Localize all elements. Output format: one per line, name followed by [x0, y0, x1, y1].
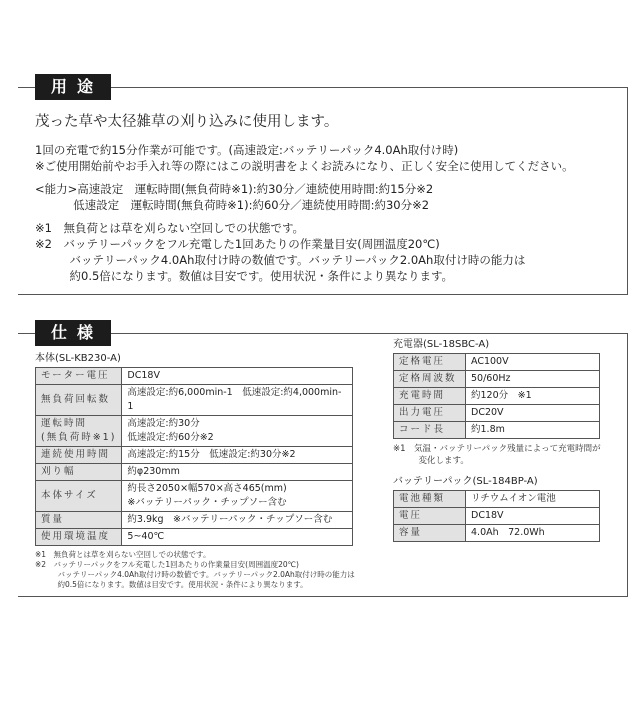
usage-line: ※ご使用開始前やお手入れ等の際にはこの説明書をよくお読みになり、正しく安全に使用してください。 [35, 159, 574, 173]
body-note: ※2 バッテリーパックをフル充電した1回あたりの作業量目安(周囲温度20℃) [35, 560, 299, 569]
spec-value: 高速設定:約15分 低速設定:約30分※2 [122, 447, 353, 464]
spec-value: 高速設定:約6,000min-1 低速設定:約4,000min-1 [122, 385, 353, 416]
body-note: バッテリーパック4.0Ah取付け時の数値です。バッテリーパック2.0Ah取付け時の能力は [35, 570, 355, 579]
body-spec-column [35, 348, 365, 590]
usage-note: バッテリーパック4.0Ah取付け時の数値です。バッテリーパック2.0Ah取付け時の能力は [35, 253, 526, 267]
charger-spec-table [393, 353, 600, 439]
value-line: ※バッテリーパック・チップソー含む [127, 497, 287, 508]
usage-note: 約0.5倍になります。数値は目安です。使用状況・条件により異なります。 [35, 269, 454, 283]
spec-value: 4.0Ah 72.0Wh [466, 525, 600, 542]
charger-note: ※1 気温・バッテリーパック残量によって充電時間が [393, 444, 601, 454]
spec-key: 定格電圧 [394, 354, 466, 371]
spec-key: 無負荷回転数 [36, 385, 122, 416]
spec-value: DC20V [466, 405, 600, 422]
body-note: 約0.5倍になります。数値は目安です。使用状況・条件により異なります。 [35, 580, 308, 589]
spec-key: 電圧 [394, 508, 466, 525]
spec-key: 使用環境温度 [36, 529, 122, 546]
charger-label: 充電器(SL-18SBC-A) [393, 339, 490, 350]
usage-line: 1回の充電で約15分作業が可能です。(高速設定:バッテリーパック4.0Ah取付け時) [35, 143, 459, 157]
key-line: 運転時間 [41, 418, 88, 429]
spec-value: 5~40℃ [122, 529, 353, 546]
spec-value: 約φ230mm [122, 464, 353, 481]
charger-note: 変化します。 [393, 456, 469, 466]
spec-key: 充電時間 [394, 388, 466, 405]
spec-key: 刈り幅 [36, 464, 122, 481]
charger-notes [393, 443, 608, 467]
value-line: 高速設定:約30分 [127, 418, 200, 429]
value-line: 約長さ2050×幅570×高さ465(mm) [127, 483, 287, 494]
spec-key: 電池種類 [394, 491, 466, 508]
spec-key: コード長 [394, 422, 466, 439]
ability-line: 低速設定 運転時間(無負荷時※1):約60分／連続使用時間:約30分※2 [35, 198, 430, 212]
spec-value: 約3.9kg ※バッテリーパック・チップソー含む [122, 512, 353, 529]
battery-spec-table [393, 490, 600, 542]
spec-value: 50/60Hz [466, 371, 600, 388]
spec-key: 容量 [394, 525, 466, 542]
spec-key: 質量 [36, 512, 122, 529]
spec-value: AC100V [466, 354, 600, 371]
spec-key: 本体サイズ [36, 481, 122, 512]
accessory-spec-column [393, 338, 608, 546]
battery-label: バッテリーパック(SL-184BP-A) [393, 476, 538, 487]
usage-lead: 茂った草や太径雑草の刈り込みに使用します。 [35, 114, 339, 130]
usage-note: ※2 バッテリーパックをフル充電した1回あたりの作業量目安(周囲温度20℃) [35, 237, 440, 251]
spec-key [36, 416, 122, 447]
spec-value: 約1.8m [466, 422, 600, 439]
value-line: 低速設定:約60分※2 [127, 432, 214, 443]
spec-value [122, 416, 353, 447]
key-line: (無負荷時※1) [41, 432, 117, 443]
usage-heading: 用途 [35, 74, 111, 100]
ability-line: <能力>高速設定 運転時間(無負荷時※1):約30分／連続使用時間:約15分※2 [35, 182, 434, 196]
spec-value: DC18V [466, 508, 600, 525]
spec-key: 出力電圧 [394, 405, 466, 422]
body-label: 本体(SL-KB230-A) [35, 353, 121, 364]
spec-key: モーター電圧 [36, 368, 122, 385]
spec-value [122, 481, 353, 512]
spec-key: 連続使用時間 [36, 447, 122, 464]
spec-heading: 仕様 [35, 320, 111, 346]
spec-value: リチウムイオン電池 [466, 491, 600, 508]
spec-key: 定格周波数 [394, 371, 466, 388]
spec-value: 約120分 ※1 [466, 388, 600, 405]
usage-note: ※1 無負荷とは草を刈らない空回しでの状態です。 [35, 221, 305, 235]
body-spec-table [35, 367, 353, 546]
spec-section [18, 323, 628, 597]
spec-value: DC18V [122, 368, 353, 385]
usage-section [18, 77, 628, 295]
body-note: ※1 無負荷とは草を刈らない空回しでの状態です。 [35, 550, 211, 559]
